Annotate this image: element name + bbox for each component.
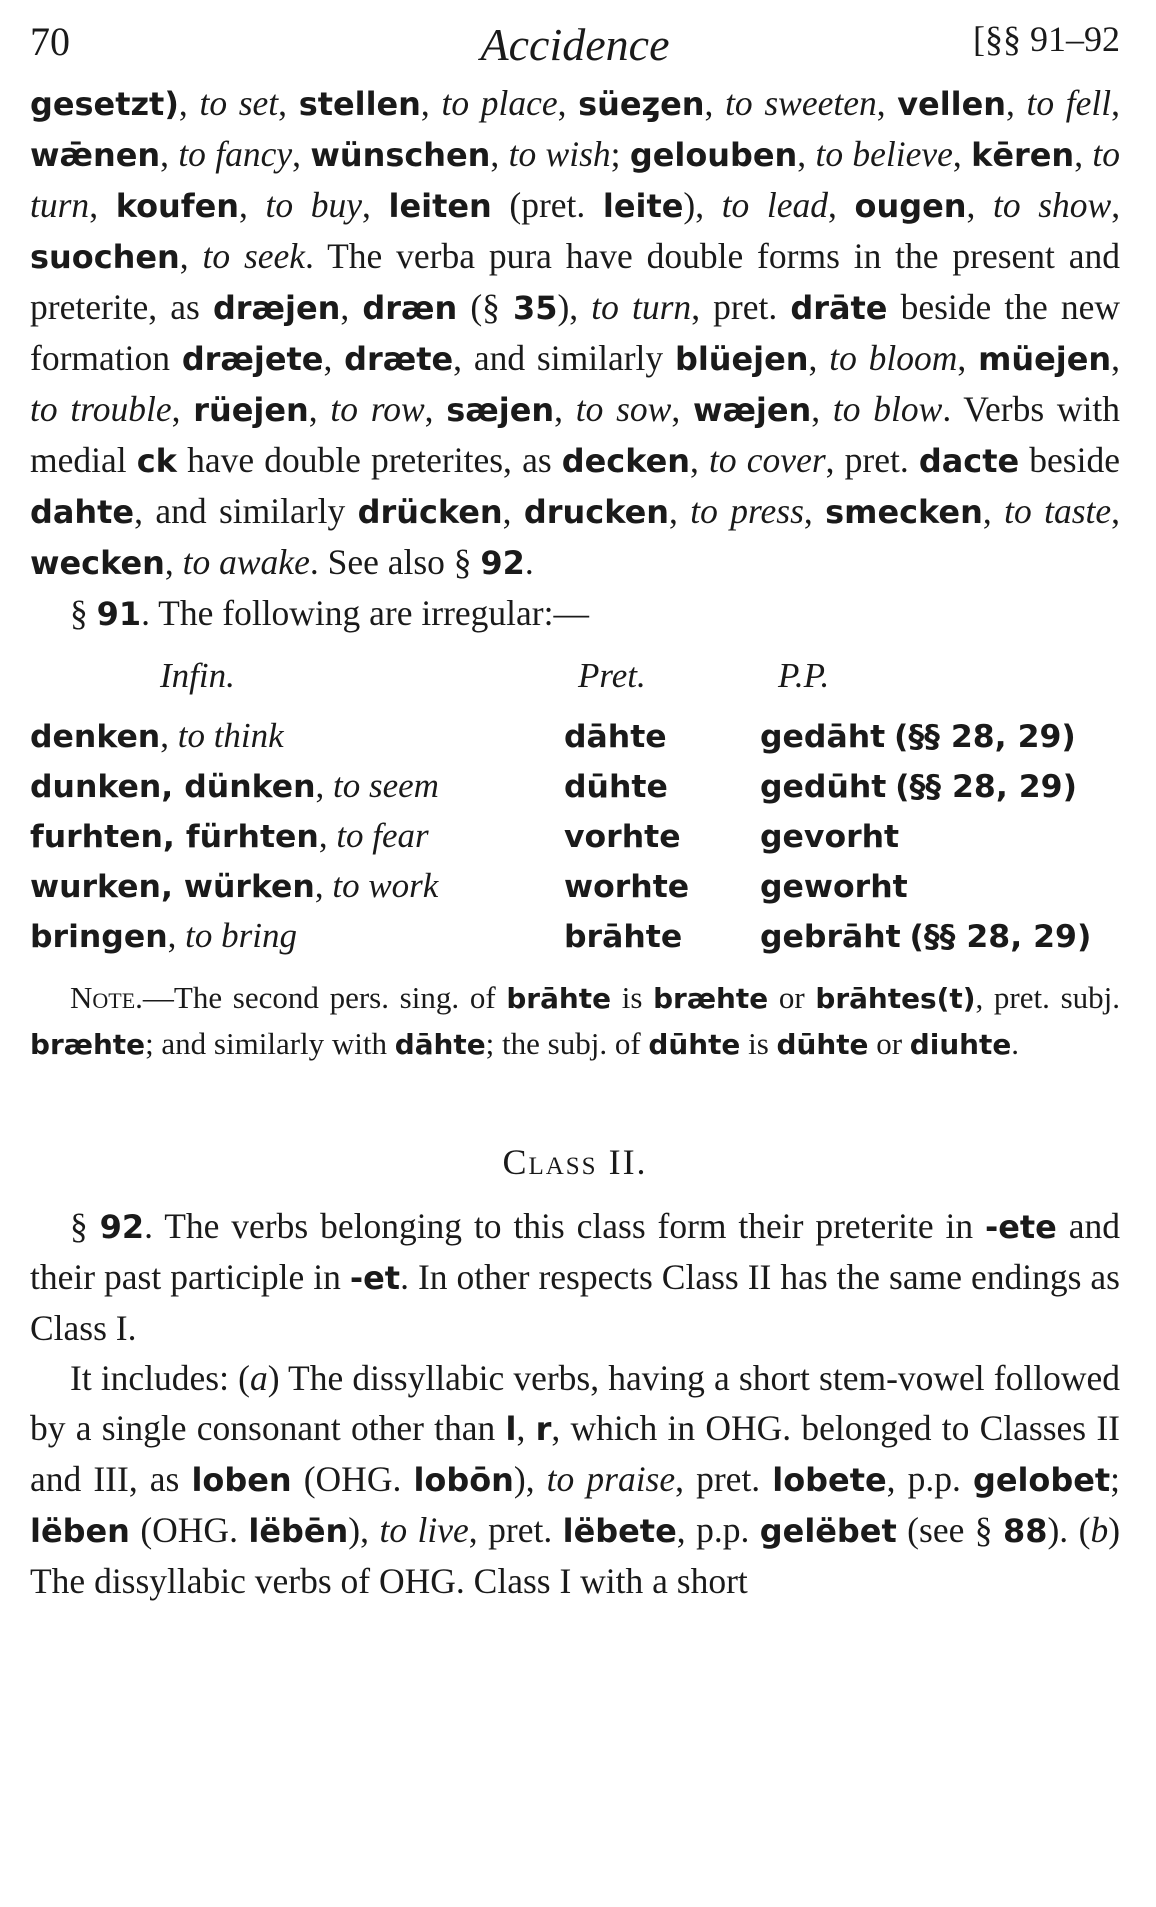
gloss: to show (992, 185, 1112, 225)
text: § (70, 1206, 100, 1246)
text: , (292, 134, 311, 174)
text: beside the new formation (30, 287, 1120, 378)
gloss: to bring (185, 916, 297, 955)
text: , (554, 389, 576, 429)
text: have double preterites, as (176, 440, 562, 480)
participle-cell (760, 811, 899, 862)
gloss: to place (441, 83, 558, 123)
text: It includes: ( (70, 1358, 250, 1398)
paragraph-section-92 (30, 1201, 1120, 1353)
word: sæjen (446, 391, 555, 429)
word: lëbēn (248, 1512, 349, 1550)
text: , (828, 185, 855, 225)
word: wünschen (310, 136, 491, 174)
text: ), (348, 1510, 380, 1550)
text: , (171, 389, 194, 429)
word: smecken (825, 493, 983, 531)
note-paragraph (30, 975, 1120, 1067)
text: . Verbs with medial (30, 389, 1121, 480)
running-header (30, 18, 1120, 78)
gloss: to wish (508, 134, 611, 174)
page (30, 18, 1120, 1606)
text: , (516, 1408, 536, 1448)
word: l (505, 1410, 517, 1448)
text: , (179, 236, 203, 276)
running-title: Accidence (480, 19, 670, 70)
section-ref: (§§ 28, 29) (895, 769, 1077, 805)
word: lobete (772, 1461, 887, 1499)
gloss: to turn (30, 134, 1121, 225)
text: (see § (896, 1510, 1004, 1550)
word: bræhte (653, 982, 769, 1015)
word: gedūht (760, 769, 887, 805)
gloss: to trouble (30, 389, 172, 429)
list-marker: b (1090, 1510, 1109, 1550)
ending: -et (349, 1259, 401, 1297)
ending: -ete (985, 1208, 1057, 1246)
text: , (160, 134, 179, 174)
text: § (70, 593, 97, 633)
gloss: to think (177, 716, 284, 755)
word: leite (602, 187, 684, 225)
word: dunken, dünken (30, 769, 316, 805)
word: brāhte (506, 982, 611, 1015)
word: dræjen (212, 289, 341, 327)
word: müejen (978, 340, 1112, 378)
word: denken (30, 719, 161, 755)
gloss: to awake (182, 542, 310, 582)
word: gedāht (760, 719, 886, 755)
word: diuhte (909, 1028, 1012, 1061)
text: , (797, 134, 816, 174)
text: , (704, 83, 726, 123)
text: , (966, 185, 993, 225)
text: . The following are irregular:— (141, 593, 589, 633)
section-ref: (§§ 28, 29) (893, 719, 1076, 755)
text: , and similarly (453, 338, 675, 378)
text: ; (610, 134, 630, 174)
text: , p.p. (886, 1459, 973, 1499)
text: , p.p. (676, 1510, 760, 1550)
word: furhten, fürhten (30, 819, 319, 855)
text: , pret. (675, 1459, 773, 1499)
gloss: to fear (336, 816, 429, 855)
infinitive-cell: denken, to think (30, 716, 284, 755)
word: loben (191, 1461, 292, 1499)
section-ref: (§§ 28, 29) (909, 919, 1092, 955)
text: (§ (457, 287, 514, 327)
text: ) The dissyllabic verbs of OHG. Class I with a short (30, 1510, 1121, 1601)
word: dræn (362, 289, 458, 327)
text: , (1111, 491, 1121, 531)
participle-cell (760, 911, 1091, 962)
text: , pret. (468, 1510, 563, 1550)
word: dræte (344, 340, 454, 378)
word: dūhte (564, 769, 668, 805)
preterite-cell (564, 761, 668, 812)
word: leiten (388, 187, 492, 225)
word: geworht (760, 869, 908, 905)
gloss: to fell (1026, 83, 1112, 123)
text: , (982, 491, 1005, 531)
text: , (278, 83, 299, 123)
word: drāte (790, 289, 888, 327)
text: (OHG. (129, 1510, 249, 1550)
text: , (1111, 185, 1121, 225)
preterite-cell (564, 811, 681, 862)
infinitive-cell: bringen, to bring (30, 916, 297, 955)
note-label: Note. (70, 980, 143, 1015)
text: . The verba pura have double forms in the present and preterite, as (30, 236, 1121, 327)
word: dūhte (648, 1028, 741, 1061)
text: , which in OHG. belonged to Classes II and III, as (30, 1408, 1120, 1499)
word: stellen (298, 85, 421, 123)
preterite-cell (564, 861, 689, 912)
text: ). ( (1047, 1510, 1091, 1550)
section-ref: 92 (480, 544, 525, 582)
section-number: 92 (99, 1208, 145, 1246)
text: beside (1019, 440, 1120, 480)
word: rüejen (193, 391, 309, 429)
text: —The second pers. sing. of (142, 980, 507, 1015)
word: wecken (30, 544, 165, 582)
word: dahte (30, 493, 135, 531)
word: lëben (30, 1512, 130, 1550)
text: , (1111, 83, 1121, 123)
infinitive-cell: dunken, dünken, to seem (30, 766, 439, 805)
word: dacte (918, 442, 1020, 480)
text: , pret. (691, 287, 791, 327)
word: wǣnen (30, 136, 161, 174)
gloss: to lead (721, 185, 829, 225)
word: r (535, 1410, 552, 1448)
word: kēren (971, 136, 1075, 174)
word: koufen (115, 187, 240, 225)
text: , (690, 440, 710, 480)
word: suochen (30, 238, 180, 276)
text: . The verbs belonging to this class form their preterite in (144, 1206, 985, 1246)
word: bræhte (30, 1028, 146, 1061)
word: wurken, würken (30, 869, 315, 905)
text: , (808, 338, 830, 378)
text: , (239, 185, 266, 225)
section-ref: 88 (1003, 1512, 1048, 1550)
section-ref: 35 (513, 289, 558, 327)
participle-cell (760, 711, 1076, 762)
table-row (30, 911, 1120, 961)
text: ), (683, 185, 722, 225)
text: (OHG. (291, 1459, 414, 1499)
word: brāhte (564, 919, 683, 955)
text: , (323, 338, 345, 378)
gloss: to turn (591, 287, 692, 327)
text: , (178, 83, 200, 123)
word: lëbete (562, 1512, 677, 1550)
table-row (30, 761, 1120, 811)
text: , (420, 83, 442, 123)
table-header-row (30, 651, 1120, 711)
section-number: 91 (96, 595, 142, 633)
word: gebrāht (760, 919, 901, 955)
text: . In other respects Class II has the same endings as Class I. (30, 1257, 1120, 1348)
paragraph-section-91 (30, 588, 1120, 639)
table-row (30, 711, 1120, 761)
gloss: to buy (265, 185, 363, 225)
text: is (611, 980, 654, 1015)
word: vorhte (564, 819, 681, 855)
word: dāhte (564, 719, 667, 755)
word: gesetzt) (30, 85, 179, 123)
text: , (952, 134, 972, 174)
table-row (30, 811, 1120, 861)
gloss: to cover (709, 440, 826, 480)
page-number: 70 (30, 19, 70, 64)
text: or (768, 980, 816, 1015)
gloss: to sweeten (725, 83, 877, 123)
irregular-verbs-table (30, 651, 1120, 961)
preterite-cell (564, 911, 682, 962)
word: wæjen (692, 391, 812, 429)
text: , (340, 287, 363, 327)
gloss: to live (379, 1510, 469, 1550)
word: dræjete (181, 340, 324, 378)
text: ; and similarly with (145, 1026, 395, 1061)
section-range: [§§ 91–92 (973, 19, 1120, 59)
text: , (164, 542, 183, 582)
word: lobōn (413, 1461, 514, 1499)
text: is (740, 1026, 777, 1061)
text: or (868, 1026, 910, 1061)
word: gelobet (972, 1461, 1111, 1499)
gloss: to set (199, 83, 279, 123)
gloss: to fancy (178, 134, 293, 174)
word: drucken (523, 493, 669, 531)
text: , (1006, 83, 1027, 123)
text: , (557, 83, 579, 123)
text: , (803, 491, 826, 531)
participle-cell (760, 861, 908, 912)
text: ) The dissyllabic verbs, having a short stem-vowel followed by a single consonant other than (30, 1358, 1120, 1448)
gloss: to seem (333, 766, 439, 805)
text: (pret. (491, 185, 603, 225)
text: , (811, 389, 833, 429)
text: ; the subj. of (485, 1026, 649, 1061)
gloss: to sow (575, 389, 672, 429)
word: brāhtes(t) (815, 982, 976, 1015)
text: , pret. (825, 440, 919, 480)
word: gelouben (629, 136, 798, 174)
word: süeȥen (578, 85, 705, 123)
word: vellen (897, 85, 1007, 123)
text: , (668, 491, 691, 531)
word: worhte (564, 869, 690, 905)
text: , (308, 389, 331, 429)
text: , (876, 83, 898, 123)
column-header-infinitive: Infin. (160, 656, 235, 695)
text: , (1074, 134, 1093, 174)
gloss: to believe (815, 134, 953, 174)
text: , (957, 338, 979, 378)
gloss: to seek (202, 236, 306, 276)
infinitive-cell: wurken, würken, to work (30, 866, 439, 905)
paragraph-class-i-verbs (30, 78, 1120, 588)
text: and their past participle in (30, 1206, 1121, 1297)
text: , (424, 389, 447, 429)
column-header-past-participle: P.P. (778, 656, 830, 695)
word: gelëbet (759, 1512, 897, 1550)
word: ougen (854, 187, 967, 225)
gloss: to press (690, 491, 804, 531)
text: , (362, 185, 389, 225)
text: ; (1110, 1459, 1121, 1499)
list-marker: a (249, 1358, 268, 1398)
text: , pret. subj. (975, 980, 1120, 1015)
text: . (524, 542, 534, 582)
word: dāhte (394, 1028, 486, 1061)
gloss: to blow (832, 389, 943, 429)
paragraph-includes (30, 1353, 1120, 1606)
word: decken (561, 442, 691, 480)
table-row (30, 861, 1120, 911)
preterite-cell (564, 711, 667, 762)
gloss: to row (330, 389, 425, 429)
word: blüejen (674, 340, 809, 378)
class-heading: Class II. (502, 1142, 648, 1182)
word: ck (136, 442, 177, 480)
text: . See also § (309, 542, 481, 582)
text: , (490, 134, 509, 174)
text: ), (557, 287, 592, 327)
infinitive-cell: furhten, fürhten, to fear (30, 816, 429, 855)
participle-cell (760, 761, 1077, 812)
gloss: to work (332, 866, 439, 905)
text: , and similarly (134, 491, 358, 531)
text: ), (513, 1459, 547, 1499)
column-header-preterite: Pret. (578, 656, 646, 695)
text: . (1011, 1026, 1020, 1061)
word: dūhte (776, 1028, 869, 1061)
text: , (502, 491, 524, 531)
word: gevorht (760, 819, 900, 855)
gloss: to praise (546, 1459, 676, 1499)
text: , (1111, 338, 1121, 378)
text: , (671, 389, 693, 429)
text: , (89, 185, 116, 225)
gloss: to taste (1004, 491, 1112, 531)
word: bringen (30, 919, 168, 955)
gloss: to bloom (829, 338, 958, 378)
word: drücken (357, 493, 503, 531)
